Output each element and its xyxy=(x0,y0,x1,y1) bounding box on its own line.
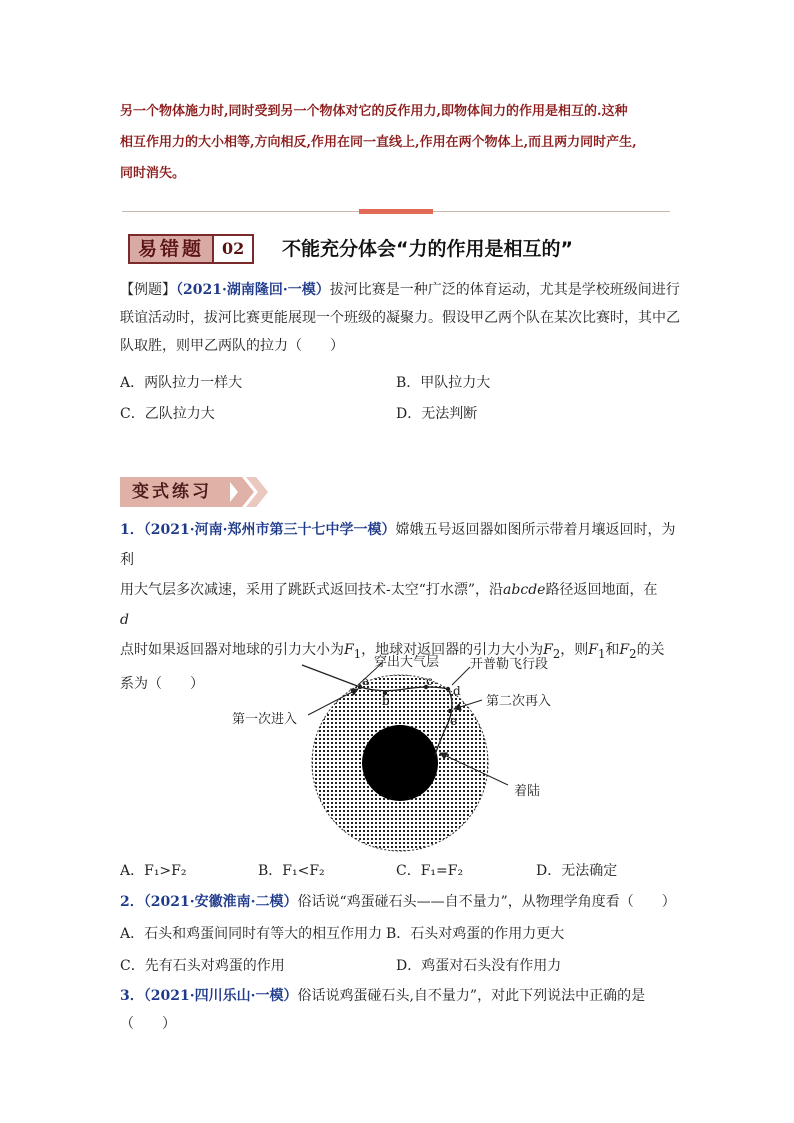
q1-source: （2021·河南·郑州市第三十七中学一模） xyxy=(143,522,396,538)
q1-option-a: A．F₁>F₂ xyxy=(120,863,187,879)
q1-f1-sub: 1 xyxy=(353,646,362,661)
label-first-entry: 第一次进入 xyxy=(232,712,298,727)
q1-option-c: C．F₁=F₂ xyxy=(396,863,464,879)
example-source: （2021·湖南隆回·一模） xyxy=(176,282,330,298)
mistake-tag-number: 02 xyxy=(212,234,254,264)
label-landing: 着陆 xyxy=(514,784,541,799)
q1-f1b-sub: 1 xyxy=(598,646,606,661)
practice-section-heading xyxy=(120,477,270,507)
q1-line4: 系为（ ） xyxy=(120,675,204,692)
q1-f2b-sub: 2 xyxy=(629,646,637,661)
label-kepler-phase: 开普勒飞行段 xyxy=(470,657,549,672)
intro-line: 同时消失。 xyxy=(120,166,186,181)
example-option-c: C．乙队拉力大 xyxy=(120,406,215,422)
chevron-arrow-icon xyxy=(226,477,274,507)
question-2 xyxy=(120,888,680,916)
q1-option-b: B．F₁<F₂ xyxy=(258,863,325,879)
example-option-d: D．无法判断 xyxy=(396,406,478,422)
kepler-pointer xyxy=(452,667,470,685)
q2-option-c: C．先有石头对鸡蛋的作用 xyxy=(120,958,285,974)
q1-line3-d: 和 xyxy=(605,642,620,658)
q1-path: abcde xyxy=(503,582,546,598)
example-option-a: A．两队拉力一样大 xyxy=(120,375,243,391)
q2-option-d: D．鸡蛋对石头没有作用力 xyxy=(396,958,562,974)
example-question xyxy=(120,276,680,360)
earth-circle xyxy=(362,725,438,801)
label-second-entry: 第二次再入 xyxy=(486,694,552,709)
label-point-a: a xyxy=(362,674,370,688)
reentry-diagram xyxy=(230,645,610,865)
q2-option-a: A．石头和鸡蛋间同时有等大的相互作用力 xyxy=(120,926,383,942)
q2-option-b: B．石头对鸡蛋的作用力更大 xyxy=(386,926,565,942)
q1-f2-sub: 2 xyxy=(552,646,561,661)
question-3 xyxy=(120,982,680,1038)
q2-source: （2021·安徽淮南·二模） xyxy=(143,894,298,910)
practice-section-label: 变式练习 xyxy=(132,482,212,502)
point-d-marker xyxy=(446,687,450,691)
intro-line: 另一个物体施力时,同时受到另一个物体对它的反作用力,即物体间力的作用是相互的.这种 xyxy=(120,104,628,119)
q1-f2b: F xyxy=(619,642,630,658)
point-e-marker xyxy=(448,709,452,713)
label-point-e: e xyxy=(450,714,458,728)
q2-number: 2． xyxy=(120,894,144,910)
q1-f1b: F xyxy=(588,642,598,658)
q1-line3-b: ，地球对返回器的引力大小为 xyxy=(361,642,544,658)
intro-paragraph xyxy=(120,96,680,189)
q1-line3-a: 点时如果返回器对地球的引力大小为 xyxy=(120,642,344,658)
q1-number: 1． xyxy=(120,522,144,538)
section-divider-accent xyxy=(359,209,433,214)
q1-line2: 用大气层多次减速，采用了跳跃式返回技术-太空“打水漂”，沿 xyxy=(120,582,504,598)
q1-f2: F xyxy=(543,642,553,658)
mistake-tag-label: 易错题 xyxy=(128,234,212,264)
q1-f1: F xyxy=(344,642,354,658)
q3-source: （2021·四川乐山·一模） xyxy=(143,988,298,1004)
q2-text: 俗话说“鸡蛋碰石头——自不量力”，从物理学角度看（ ） xyxy=(297,894,676,910)
example-line2: 联谊活动时，拔河比赛更能展现一个班级的凝聚力。假设甲乙两个队在某次比赛时，其中乙 xyxy=(120,310,680,326)
q1-line3-c: ，则 xyxy=(560,642,589,658)
q1-point-d: d xyxy=(120,612,129,628)
example-line3: 队取胜，则甲乙两队的拉力（ ） xyxy=(120,338,344,354)
mistake-tag xyxy=(128,234,254,264)
mistake-title: 不能充分体会“力的作用是相互的” xyxy=(282,238,573,260)
example-line1: 拔河比赛是一种广泛的体育运动，尤其是学校班级间进行 xyxy=(329,282,680,298)
example-prefix: 【例题】 xyxy=(120,282,176,298)
label-exit-atmosphere: 穿出大气层 xyxy=(374,655,440,670)
label-point-d: d xyxy=(453,684,461,698)
q1-line3-e: 的关 xyxy=(636,642,665,658)
label-point-b: b xyxy=(382,694,390,708)
intro-line: 相互作用力的大小相等,方向相反,作用在同一直线上,作用在两个物体上,而且两力同时产生, xyxy=(120,135,637,150)
q3-text: 俗话说鸡蛋碰石头,自不量力”，对此下列说法中正确的是（ ） xyxy=(120,988,646,1032)
q1-line2-tail: 路径返回地面，在 xyxy=(545,582,658,598)
q1-line1: 嫦娥五号返回器如图所示带着月壤返回时，为利 xyxy=(120,522,676,568)
label-point-c: c xyxy=(426,674,433,688)
q3-number: 3． xyxy=(120,988,144,1004)
example-option-b: B．甲队拉力大 xyxy=(396,375,491,391)
q1-option-d: D．无法确定 xyxy=(536,863,618,879)
